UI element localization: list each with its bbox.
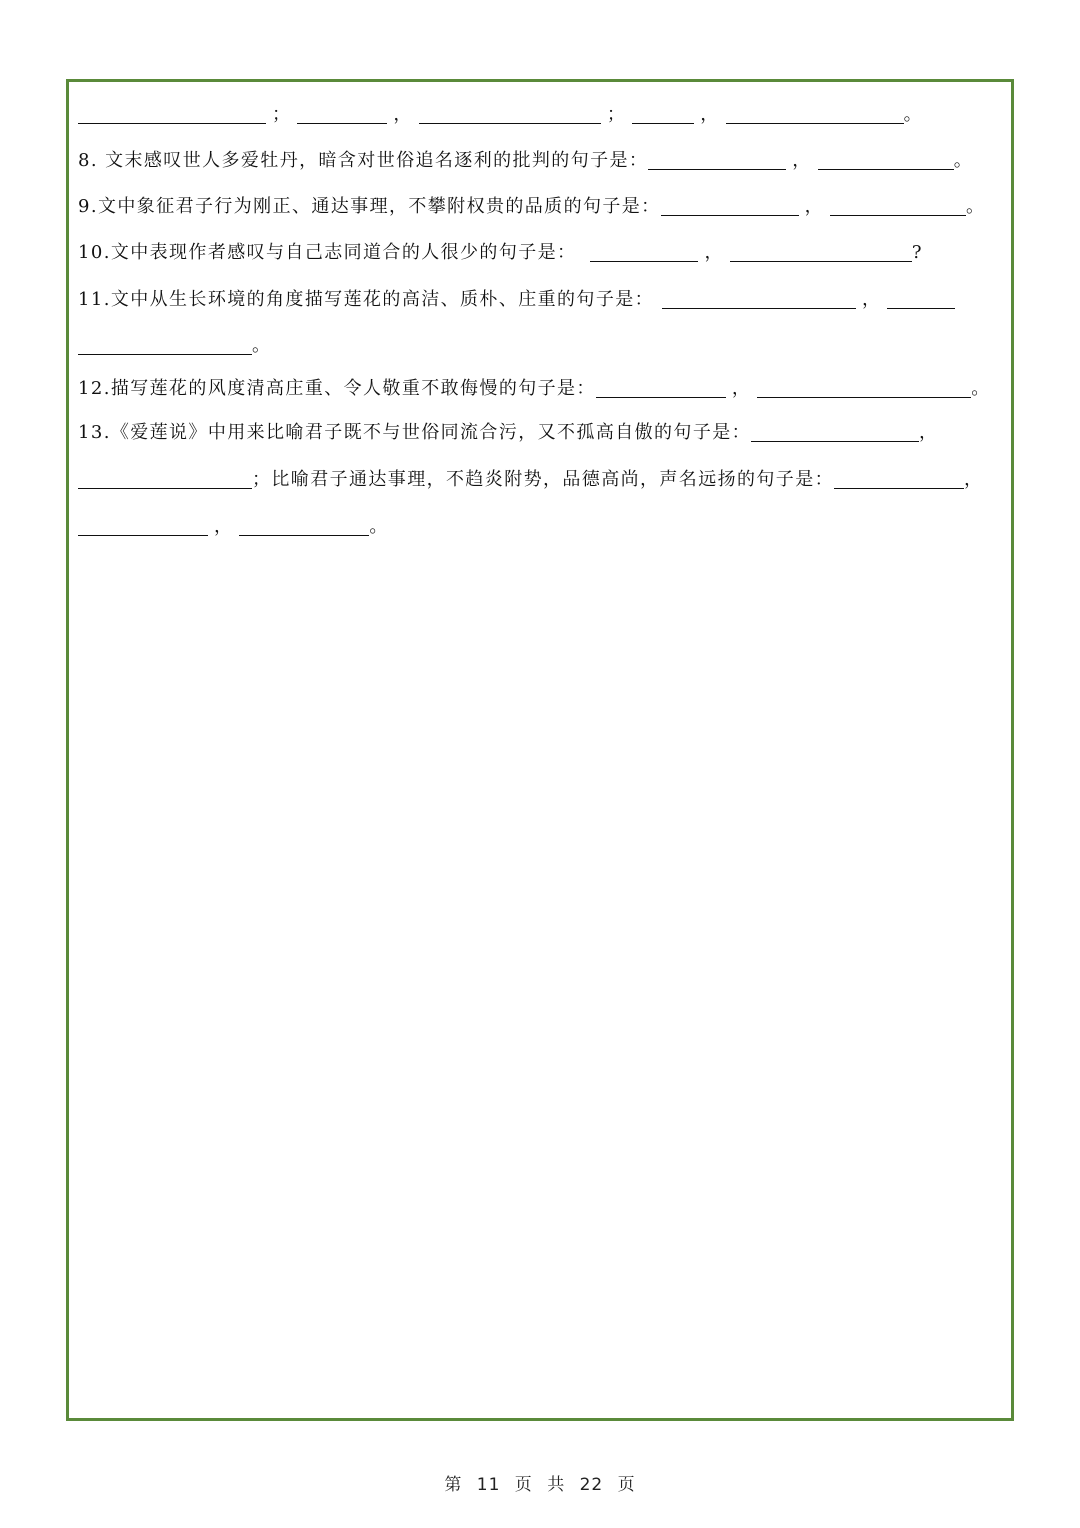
answer-blank[interactable]: [830, 195, 966, 216]
answer-blank[interactable]: [419, 103, 601, 124]
punctuation: ，: [792, 150, 812, 171]
punctuation: ，: [700, 104, 720, 125]
answer-blank[interactable]: [730, 241, 912, 262]
question-8: [78, 142, 973, 172]
answer-blank[interactable]: [590, 241, 698, 262]
punctuation: 。: [965, 196, 986, 217]
answer-blank[interactable]: [78, 468, 252, 489]
question-text: ；比喻君子通达事理，不趋炎附势，品德高尚，声名远扬的句子是：: [252, 469, 834, 490]
answer-blank[interactable]: [78, 515, 208, 536]
punctuation: ；: [272, 104, 292, 125]
punctuation: ，: [964, 469, 984, 490]
question-12: [78, 370, 991, 400]
question-13-line-2: [78, 461, 983, 491]
answer-blank[interactable]: [834, 468, 964, 489]
question-text: 9.文中象征君子行为刚正、通达事理，不攀附权贵的品质的句子是：: [78, 196, 661, 217]
total-pages: 22: [579, 1475, 604, 1495]
answer-blank[interactable]: [662, 288, 856, 309]
question-10: [78, 234, 923, 264]
punctuation: 。: [971, 378, 991, 399]
page-word: 页: [514, 1475, 533, 1495]
page-word: 页: [617, 1475, 636, 1495]
punctuation: 。: [369, 516, 389, 537]
question-11: [78, 281, 955, 311]
punctuation: ，: [704, 242, 724, 263]
punctuation: ，: [919, 422, 939, 443]
page-word: 第: [444, 1475, 463, 1495]
punctuation: 。: [903, 104, 924, 125]
answer-blank[interactable]: [297, 103, 387, 124]
question-9: [78, 188, 985, 218]
page-number: [0, 1470, 1080, 1495]
punctuation: 。: [953, 150, 974, 171]
question-13: [78, 414, 938, 444]
answer-line-continuation: [78, 96, 923, 126]
question-text: 12.描写莲花的风度清高庄重、令人敬重不敢侮慢的句子是：: [78, 378, 596, 399]
punctuation: 。: [252, 335, 272, 356]
answer-blank[interactable]: [757, 377, 971, 398]
answer-blank[interactable]: [726, 103, 904, 124]
question-text: 8. 文末感叹世人多爱牡丹，暗含对世俗追名逐利的批判的句子是：: [78, 150, 649, 171]
punctuation: ?: [911, 242, 923, 263]
answer-blank[interactable]: [78, 334, 252, 355]
current-page: 11: [476, 1475, 501, 1495]
punctuation: ，: [804, 196, 824, 217]
question-text: 11.文中从生长环境的角度描写莲花的高洁、质朴、庄重的句子是：: [78, 289, 655, 310]
answer-blank[interactable]: [648, 149, 786, 170]
answer-blank[interactable]: [632, 103, 694, 124]
punctuation: ，: [862, 289, 882, 310]
answer-blank[interactable]: [751, 421, 919, 442]
punctuation: ，: [214, 516, 234, 537]
question-text: 13.《爱莲说》中用来比喻君子既不与世俗同流合污，又不孤高自傲的句子是：: [78, 422, 752, 443]
question-11-continuation: [78, 327, 271, 357]
punctuation: ；: [606, 104, 627, 125]
answer-blank[interactable]: [818, 149, 954, 170]
question-text: 10.文中表现作者感叹与自己志同道合的人很少的句子是：: [78, 242, 577, 263]
punctuation: ，: [731, 378, 752, 399]
punctuation: ，: [393, 104, 413, 125]
answer-blank[interactable]: [239, 515, 369, 536]
total-word: 共: [547, 1475, 566, 1495]
answer-blank[interactable]: [887, 288, 955, 309]
answer-blank[interactable]: [78, 103, 266, 124]
answer-blank[interactable]: [596, 377, 726, 398]
answer-blank[interactable]: [661, 195, 799, 216]
question-13-line-3: [78, 508, 389, 538]
